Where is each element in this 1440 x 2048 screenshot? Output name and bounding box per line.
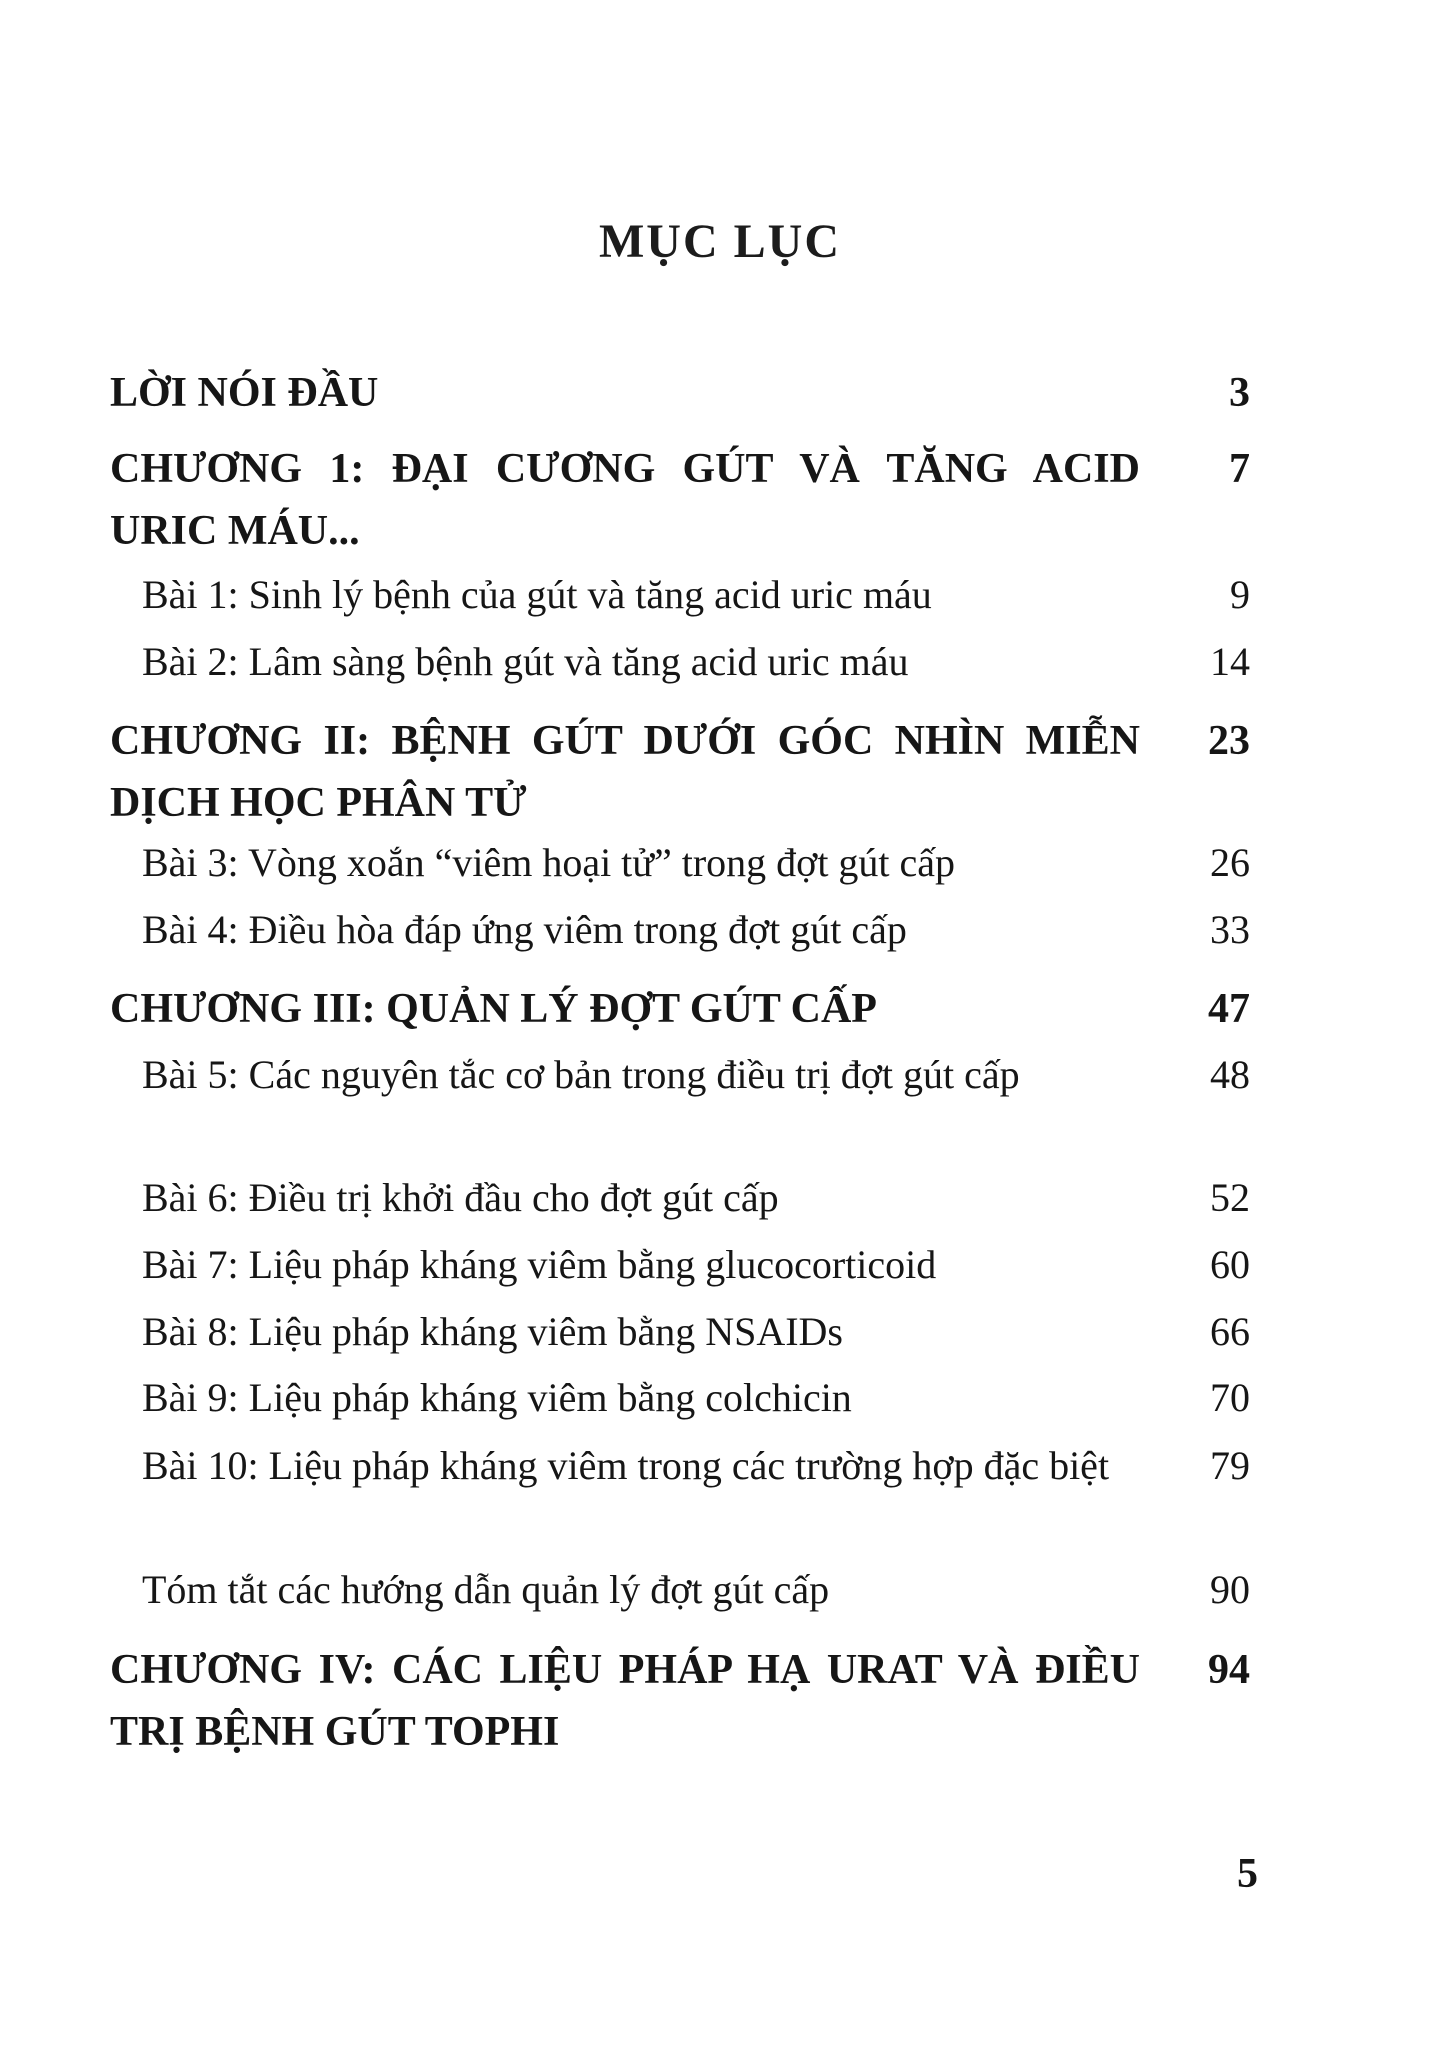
toc-title: MỤC LỤC — [599, 215, 841, 268]
toc-entry-page: 94 — [1208, 1647, 1250, 1693]
toc-entry-label: Bài 1: Sinh lý bệnh của gút và tăng acid uric máu — [142, 572, 932, 617]
toc-entry-label: Bài 4: Điều hòa đáp ứng viêm trong đợt gút cấp — [142, 907, 907, 952]
toc-entry-page: 23 — [1208, 718, 1250, 764]
toc-entry-label: CHƯƠNG IV: CÁC LIỆU PHÁP HẠ URAT VÀ ĐIỀU TRỊ BỆNH GÚT TOPHI — [110, 1647, 1140, 1755]
toc-entry-page: 26 — [1210, 840, 1250, 885]
toc-entry-page: 33 — [1210, 907, 1250, 952]
toc-entry-page: 3 — [1229, 370, 1250, 416]
toc-entry-label: Bài 7: Liệu pháp kháng viêm bằng glucocorticoid — [142, 1242, 937, 1287]
toc-entry-page: 7 — [1229, 446, 1250, 492]
toc-entry-label: Bài 2: Lâm sàng bệnh gút và tăng acid uric máu — [142, 639, 909, 684]
toc-entry-label: LỜI NÓI ĐẦU — [110, 370, 379, 416]
toc-entry-label: Bài 3: Vòng xoắn “viêm hoại tử” trong đợt gút cấp — [142, 840, 956, 885]
toc-entry-page: 48 — [1210, 1052, 1250, 1097]
toc-entry-label: CHƯƠNG 1: ĐẠI CƯƠNG GÚT VÀ TĂNG ACID URIC MÁU... — [110, 446, 1140, 554]
toc-entry-label: Bài 8: Liệu pháp kháng viêm bằng NSAIDs — [142, 1309, 843, 1354]
toc-entry-label: Bài 6: Điều trị khởi đầu cho đợt gút cấp — [142, 1175, 779, 1220]
toc-entry-label: CHƯƠNG III: QUẢN LÝ ĐỢT GÚT CẤP — [110, 986, 877, 1032]
toc-entry-page: 90 — [1210, 1567, 1250, 1612]
toc-entry-page: 60 — [1210, 1242, 1250, 1287]
toc-entry-label: Tóm tắt các hướng dẫn quản lý đợt gút cấp — [142, 1567, 830, 1612]
toc-entry-page: 66 — [1210, 1309, 1250, 1354]
toc-entry-page: 14 — [1210, 639, 1250, 684]
toc-entry-label: Bài 9: Liệu pháp kháng viêm bằng colchicin — [142, 1375, 852, 1420]
toc-entry-page: 47 — [1208, 986, 1250, 1032]
toc-entry-page: 9 — [1230, 572, 1250, 617]
page-number: 5 — [1237, 1851, 1258, 1897]
toc-entry-page: 70 — [1210, 1375, 1250, 1420]
toc-entry-page: 79 — [1210, 1443, 1250, 1488]
toc-entry-label: CHƯƠNG II: BỆNH GÚT DƯỚI GÓC NHÌN MIỄN DỊCH HỌC PHÂN TỬ — [110, 718, 1140, 826]
toc-entry-label: Bài 5: Các nguyên tắc cơ bản trong điều trị đợt gút cấp — [142, 1052, 1020, 1097]
toc-entry-label: Bài 10: Liệu pháp kháng viêm trong các trường hợp đặc biệt — [142, 1443, 1110, 1488]
toc-entry-page: 52 — [1210, 1175, 1250, 1220]
